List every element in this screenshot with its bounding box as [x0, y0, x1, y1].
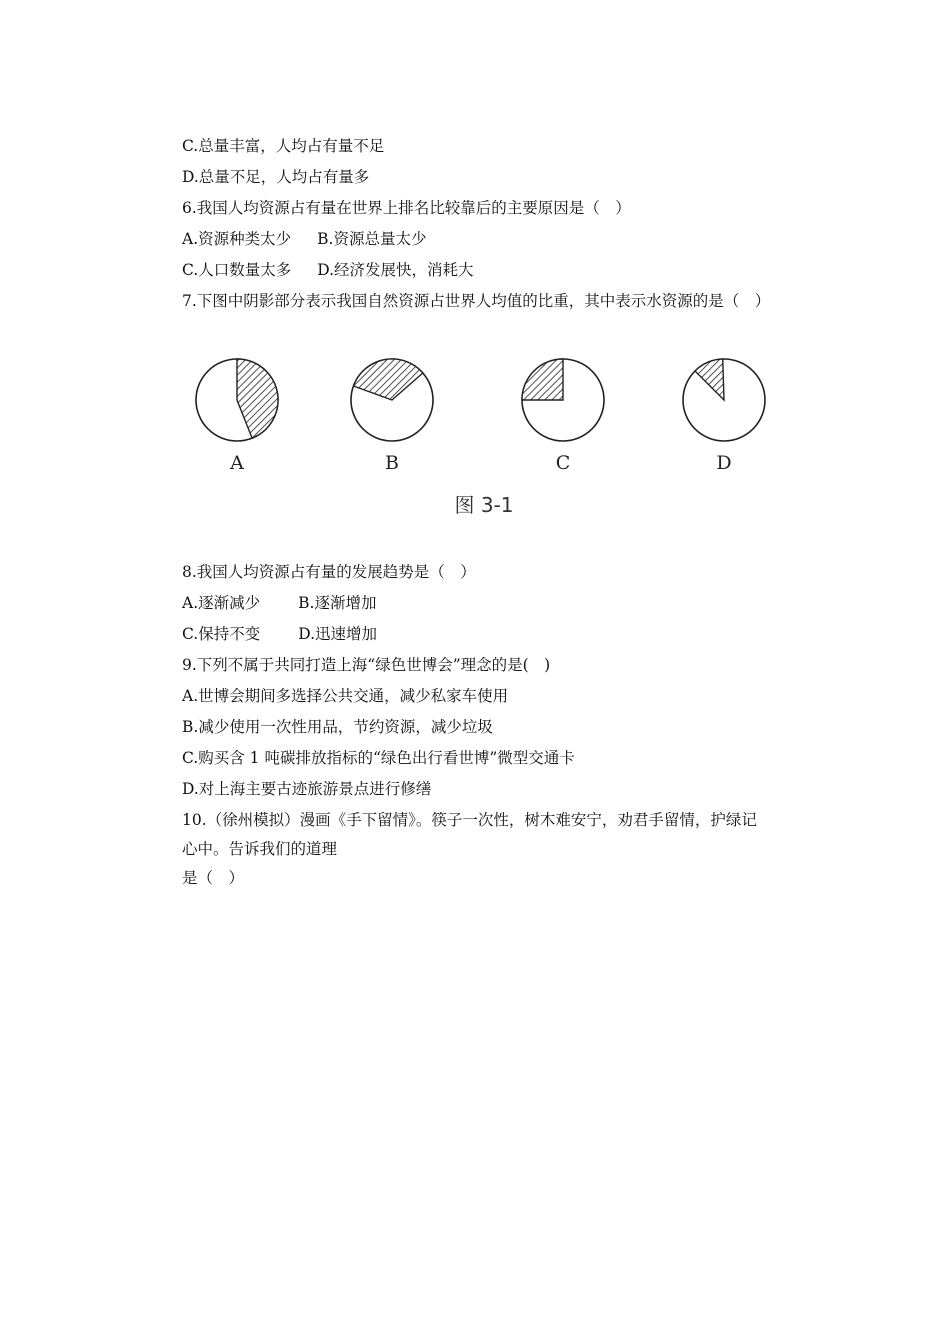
option-9a: A.世博会期间多选择公共交通，减少私家车使用: [182, 687, 509, 705]
option-8b: B.逐渐增加: [298, 594, 377, 612]
option-5d: D.总量不足，人均占有量多: [182, 168, 370, 186]
option-6a: A.资源种类太少: [182, 230, 292, 248]
question-9: 9.下列不属于共同打造上海“绿色世博会”理念的是( ): [182, 656, 551, 674]
pie-d-label: D: [716, 452, 732, 474]
question-7: 7.下图中阴影部分表示我国自然资源占世界人均值的比重，其中表示水资源的是（ ）: [182, 292, 771, 310]
pie-b: [351, 359, 433, 474]
option-9d: D.对上海主要古迹旅游景点进行修缮: [182, 780, 432, 798]
options-6-row1: [182, 228, 426, 250]
option-8d: D.迅速增加: [298, 625, 378, 643]
option-8a: A.逐渐减少: [182, 594, 261, 612]
pie-figure: [182, 352, 792, 527]
question-10-line2: 心中。告诉我们的道理: [182, 840, 338, 858]
question-10-line3: 是（ ）: [182, 869, 245, 887]
options-8-row1: [182, 592, 376, 614]
option-6b: B.资源总量太少: [317, 230, 427, 248]
pie-c-shaded-wedge: [522, 359, 563, 400]
question-8: 8.我国人均资源占有量的发展趋势是（ ）: [182, 563, 476, 581]
question-10-line1: 10.（徐州模拟）漫画《手下留情》。筷子一次性，树木难安宁，劝君手留情，护绿记: [182, 811, 757, 829]
option-6d: D.经济发展快，消耗大: [317, 261, 474, 279]
pie-b-label: B: [385, 452, 399, 474]
options-8-row2: [182, 623, 377, 645]
option-9b: B.减少使用一次性用品，节约资源，减少垃圾: [182, 718, 493, 736]
option-8c: C.保持不变: [182, 625, 261, 643]
option-5c: C.总量丰富，人均占有量不足: [182, 137, 385, 155]
option-9c: C.购买含 1 吨碳排放指标的“绿色出行看世博”微型交通卡: [182, 749, 575, 767]
pie-a: [196, 359, 278, 474]
pie-figure-svg: [182, 352, 792, 527]
pie-d: [683, 359, 765, 474]
pie-c-label: C: [555, 452, 571, 474]
pie-c: [522, 359, 604, 474]
options-6-row2: [182, 259, 474, 281]
option-6c: C.人口数量太多: [182, 261, 292, 279]
pie-a-label: A: [230, 452, 244, 474]
question-6: 6.我国人均资源占有量在世界上排名比较靠后的主要原因是（ ）: [182, 199, 631, 217]
figure-caption: 图 3-1: [454, 493, 514, 517]
